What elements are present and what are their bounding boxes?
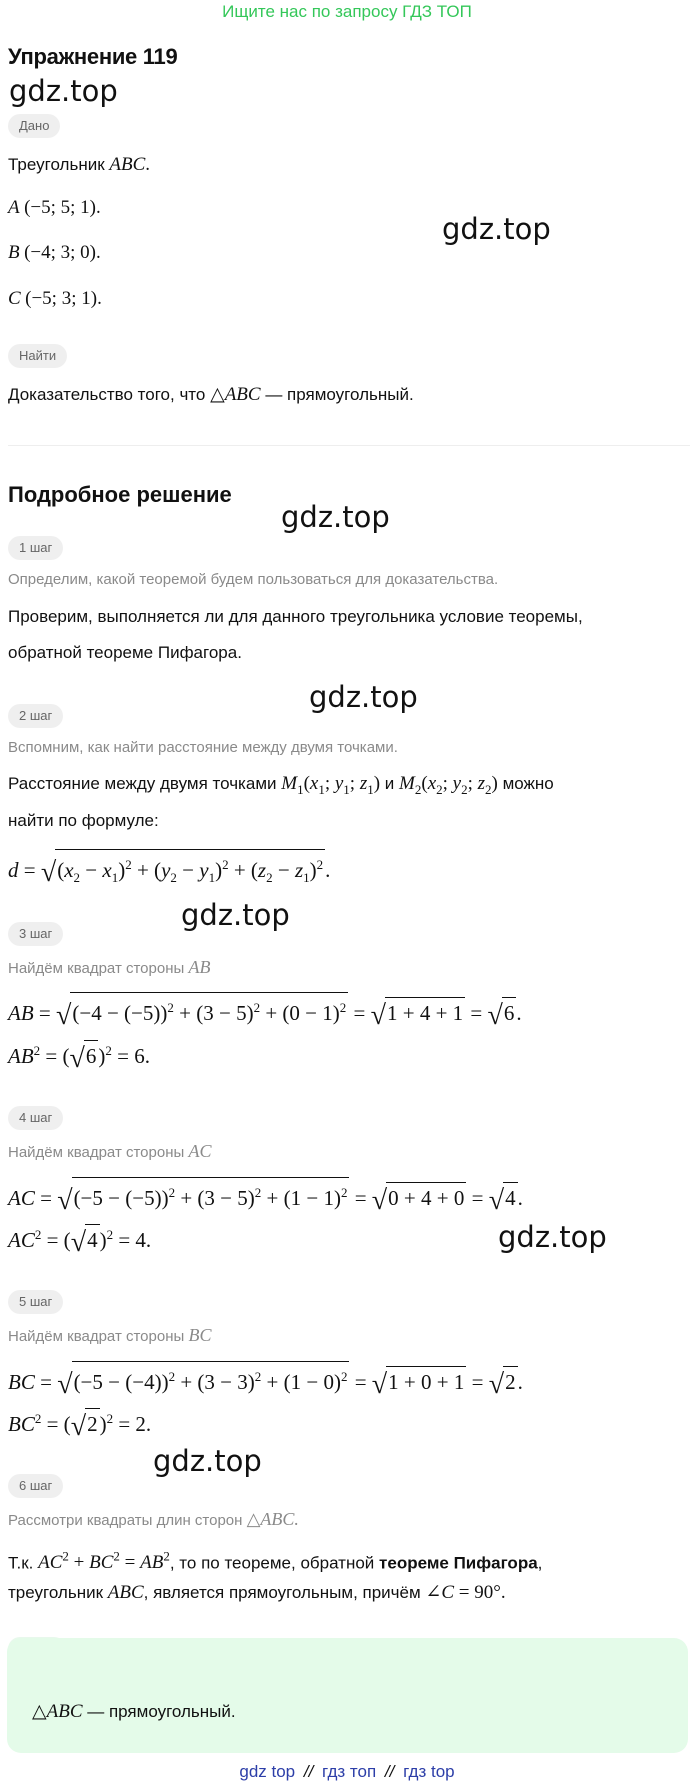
ab-formula: AB = $√(-4 - (-5))^2 + (3 - 5)^2 + (0 - 1)^2 = √1 + 4 + 1 = √6$.	[8, 992, 522, 1032]
watermark: gdz.top	[281, 500, 390, 534]
given-triangle-text: Треугольник	[8, 155, 105, 174]
ac-formula: AC = $√(-5 - (-5))^2 + (3 - 5)^2 + (1 - 1)^2 = √0 + 4 + 0 = √4$.	[8, 1177, 523, 1217]
step-2-hint: Вспомним, как найти расстояние между двумя точками.	[8, 739, 398, 756]
find-badge: Найти	[8, 344, 67, 368]
answer-text	[32, 1700, 236, 1724]
step-6-badge: 6 шаг	[8, 1474, 63, 1498]
step-6-conclusion-2: треугольник ABC, является прямоугольным, причём ∠C = 90°.	[8, 1582, 506, 1603]
concl-comma: ,	[537, 1553, 543, 1573]
step-5-side: BC	[188, 1325, 212, 1345]
answer-triangle: △ABC	[32, 1701, 83, 1722]
step-1-hint: Определим, какой теоремой будем пользоваться для доказательства.	[8, 571, 499, 588]
point-coords: (−5; 3; 1).	[25, 288, 102, 309]
footer-separator: //	[303, 1762, 314, 1781]
footer-link[interactable]: gdz top	[239, 1762, 296, 1781]
bc-formula: BC = $√(-5 - (-4))^2 + (3 - 3)^2 + (1 - 0)^2 = √1 + 0 + 1 = √2$.	[8, 1361, 523, 1401]
step-6-conclusion-1: Т.к. $AC^2 + BC^2 = AB^2$, то по теореме, обратной теореме Пифагора,	[8, 1549, 543, 1574]
watermark: gdz.top	[9, 74, 118, 108]
point-a	[8, 197, 101, 219]
answer-text-rest: — прямоугольный.	[87, 1702, 236, 1721]
bc-squared: $BC^2 = (√2)^2 = 2$.	[8, 1408, 151, 1443]
point-b	[8, 242, 101, 264]
step-5-hint	[8, 1325, 211, 1346]
step-3-hint	[8, 957, 210, 978]
concl-pythagoras: теореме Пифагора	[379, 1553, 538, 1573]
find-triangle: △ABC	[210, 384, 261, 405]
concl-tk: Т.к.	[8, 1553, 34, 1573]
find-text	[8, 383, 414, 407]
step-3-badge: 3 шаг	[8, 922, 63, 946]
step-1-line2: обратной теореме Пифагора.	[8, 643, 242, 662]
ac-squared: $AC^2 = (√4)^2 = 4$.	[8, 1224, 151, 1259]
step-5-hint-text: Найдём квадрат стороны	[8, 1328, 185, 1345]
step-6-hint-math: △ABC.	[246, 1509, 299, 1529]
watermark: gdz.top	[181, 898, 290, 932]
footer-separator: //	[384, 1762, 395, 1781]
step-5-badge: 5 шаг	[8, 1290, 63, 1314]
point-name: B	[8, 242, 20, 263]
answer-box	[7, 1638, 688, 1753]
given-triangle-name: ABC	[109, 154, 146, 175]
given-badge: Дано	[8, 114, 60, 138]
point-name: C	[8, 288, 21, 309]
step-6-hint-text: Рассмотри квадраты длин сторон	[8, 1512, 243, 1529]
step-3-side: AB	[188, 957, 211, 977]
footer-link[interactable]: гдз top	[403, 1762, 455, 1781]
step-1-badge: 1 шаг	[8, 536, 63, 560]
step-2-text-and: и	[384, 774, 395, 793]
point-coords: (−4; 3; 0).	[24, 242, 101, 263]
step-2-line1: Расстояние между двумя точками $M_1(x_1$; $y_1$; $z_1$) и $M_2(x_2$; $y_2$; $z_2$) можно	[8, 773, 554, 797]
given-triangle: Треугольник ABC.	[8, 154, 151, 175]
concl2-before: треугольник	[8, 1583, 104, 1602]
point-c	[8, 288, 102, 310]
step-2-text-before: Расстояние между двумя точками	[8, 774, 277, 793]
step-2-line2: найти по формуле:	[8, 811, 159, 830]
find-text-after: — прямоугольный.	[265, 385, 414, 404]
step-4-side: AC	[188, 1141, 212, 1161]
step-4-hint-text: Найдём квадрат стороны	[8, 1144, 185, 1161]
search-banner: Ищите нас по запросу ГДЗ ТОП	[222, 2, 472, 21]
watermark: gdz.top	[309, 680, 418, 714]
point-name: A	[8, 197, 20, 218]
point-coords: (−5; 5; 1).	[24, 197, 101, 218]
step-4-badge: 4 шаг	[8, 1106, 63, 1130]
step-1-line1: Проверим, выполняется ли для данного треугольника условие теоремы,	[8, 607, 583, 626]
watermark: gdz.top	[153, 1444, 262, 1478]
distance-formula: $d = √(x_2 - x_1)^2 + (y_2 - y_1)^2 + (z_2 - z_1)^2$.	[8, 849, 330, 891]
find-text-before: Доказательство того, что	[8, 385, 206, 404]
concl-mid: , то по теореме, обратной	[169, 1553, 375, 1573]
step-3-hint-text: Найдём квадрат стороны	[8, 960, 185, 977]
divider	[8, 445, 690, 446]
step-4-hint	[8, 1141, 211, 1162]
ab-squared: $AB^2 = (√6)^2 = 6$.	[8, 1040, 150, 1075]
concl2-after: , является прямоугольным, причём	[143, 1583, 421, 1602]
solution-title: Подробное решение	[8, 482, 232, 507]
exercise-title: Упражнение 119	[8, 44, 178, 69]
footer-links	[0, 1762, 694, 1782]
step-6-hint	[8, 1509, 299, 1530]
watermark: gdz.top	[498, 1220, 607, 1254]
concl2-name: ABC	[107, 1582, 144, 1603]
watermark: gdz.top	[442, 212, 551, 246]
footer-link[interactable]: гдз топ	[322, 1762, 377, 1781]
step-2-badge: 2 шаг	[8, 704, 63, 728]
step-2-text-after: можно	[502, 774, 554, 793]
